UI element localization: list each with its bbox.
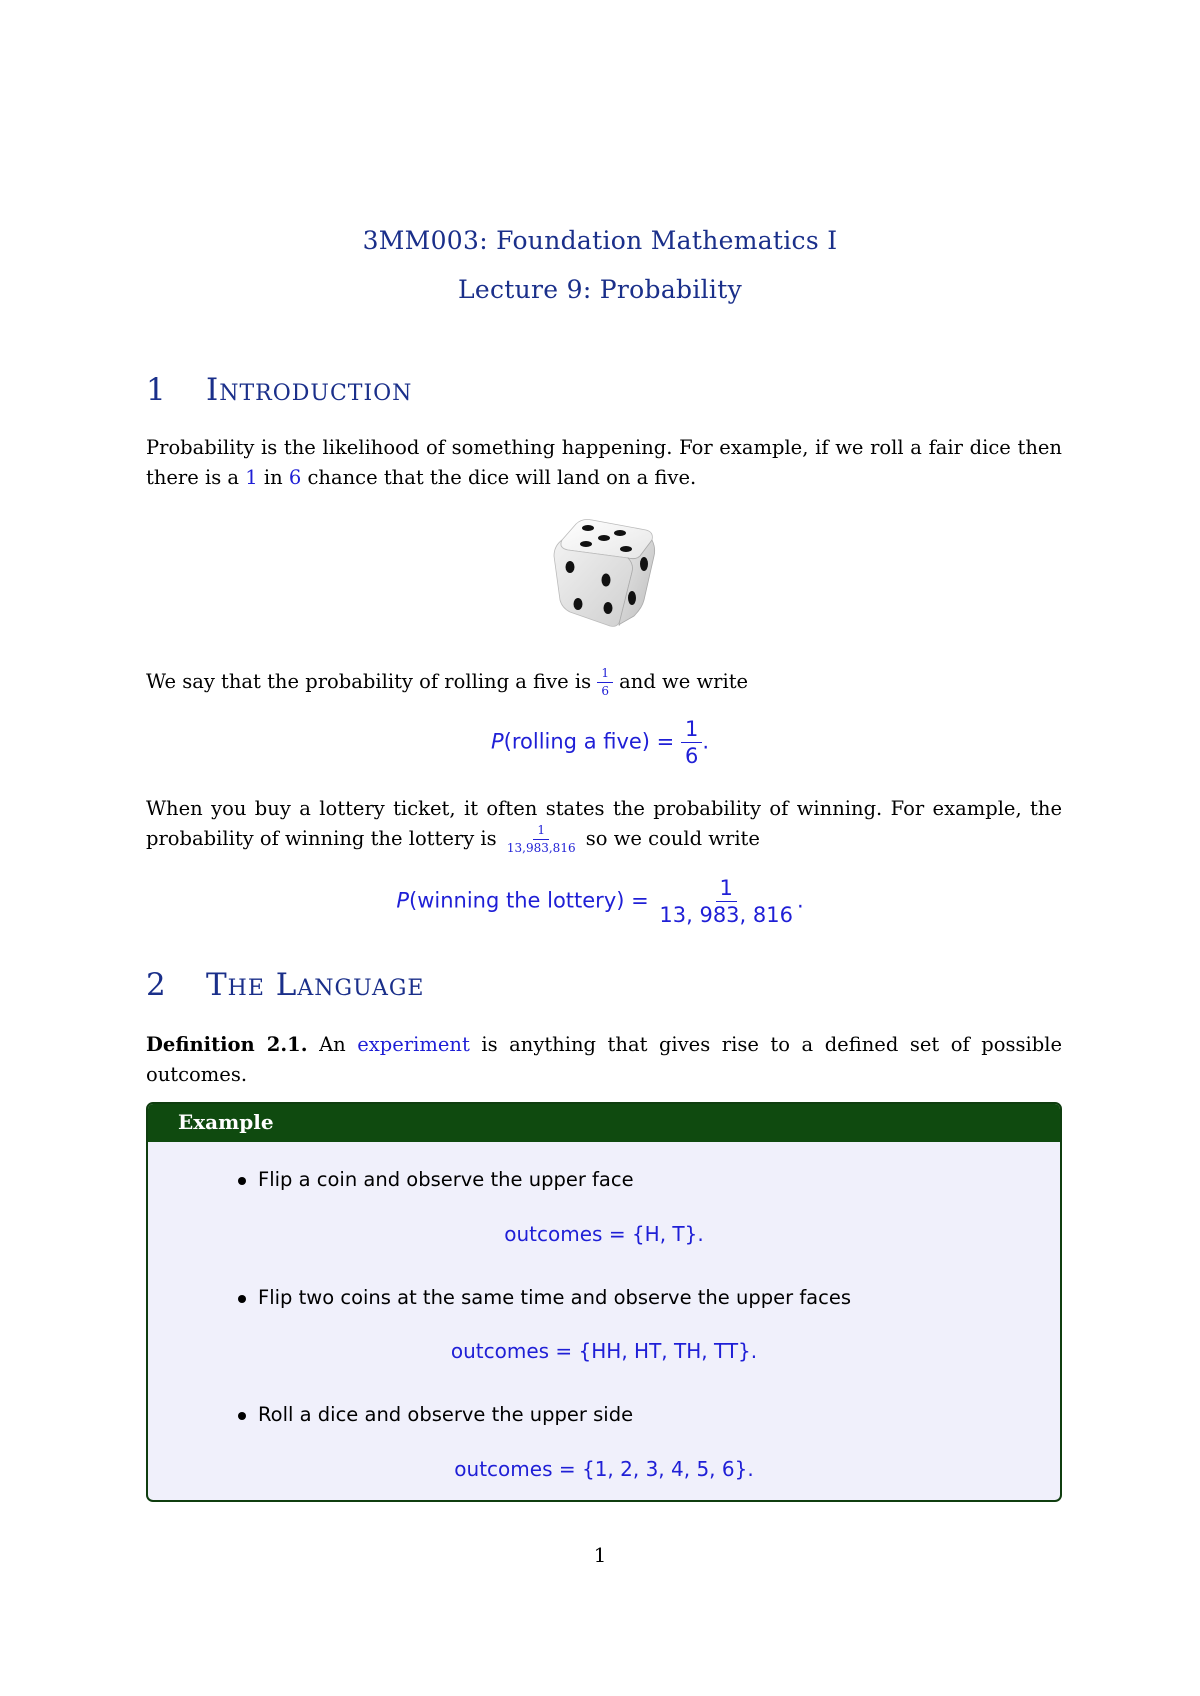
list-item: Roll a dice and observe the upper side bbox=[238, 1403, 633, 1426]
inline-fraction-one-sixth: $\frac{1}{6}$ bbox=[597, 667, 613, 697]
number-one: 1 bbox=[245, 466, 258, 489]
fraction-one-sixth: $\frac{1}{6}$ bbox=[681, 718, 702, 767]
fraction-lottery: $\frac{1}{13, 983, 816}$ bbox=[659, 876, 793, 928]
outcomes-dice: outcomes = {1, 2, 3, 4, 5, 6}. bbox=[454, 1457, 754, 1481]
definition-2-1: Definition 2.1. An experiment is anything that gives rise to a defined set of possible outcomes. bbox=[146, 1033, 1063, 1086]
dice-image bbox=[548, 516, 658, 631]
intro-paragraph-1: Probability is the likelihood of something happening. For example, if we roll a fair dice then there is a 1 in 6 chance that the dice will land on a five. bbox=[146, 436, 1062, 489]
section-number: 2 bbox=[146, 967, 166, 1003]
outcomes-coin: outcomes = {H, T}. bbox=[504, 1222, 704, 1246]
intro-paragraph-3: When you buy a lottery ticket, it often states the probability of winning. For example, the probability of winning the lottery is $\frac{1}{13,983,816}$ so we could write bbox=[146, 797, 1062, 855]
equation-lottery: P(winning the lottery) = $\frac{1}{13, 983, 816}$ . bbox=[396, 876, 804, 928]
equation-rolling-five: P(rolling a five) = $\frac{1}{6}$ . bbox=[490, 717, 710, 769]
page-number: 1 bbox=[593, 1543, 607, 1567]
outcomes-two-coins: outcomes = {HH, HT, TH, TT}. bbox=[450, 1339, 758, 1363]
section-heading-1 bbox=[146, 372, 412, 408]
section-heading-2 bbox=[146, 967, 424, 1003]
example-box bbox=[146, 1102, 1062, 1502]
course-title: 3MM003: Foundation Mathematics I bbox=[362, 226, 838, 255]
section-title: The Language bbox=[206, 967, 425, 1003]
section-title: Introduction bbox=[206, 372, 413, 408]
term-experiment: experiment bbox=[357, 1033, 470, 1056]
list-item: Flip two coins at the same time and observe the upper faces bbox=[238, 1286, 851, 1309]
number-six: 6 bbox=[288, 466, 302, 489]
lecture-title: Lecture 9: Probability bbox=[457, 275, 742, 304]
list-item: Flip a coin and observe the upper face bbox=[238, 1168, 634, 1191]
bullet-icon bbox=[238, 1177, 246, 1185]
bullet-icon bbox=[238, 1412, 246, 1420]
section-number: 1 bbox=[146, 372, 166, 408]
bullet-icon bbox=[238, 1295, 246, 1303]
inline-fraction-lottery: $\frac{1}{13,983,816}$ bbox=[506, 823, 576, 855]
example-box-title: Example bbox=[148, 1104, 1060, 1142]
definition-label: Definition 2.1. bbox=[146, 1033, 308, 1056]
intro-paragraph-2: We say that the probability of rolling a five is $\frac{1}{6}$ and we write bbox=[146, 666, 749, 698]
